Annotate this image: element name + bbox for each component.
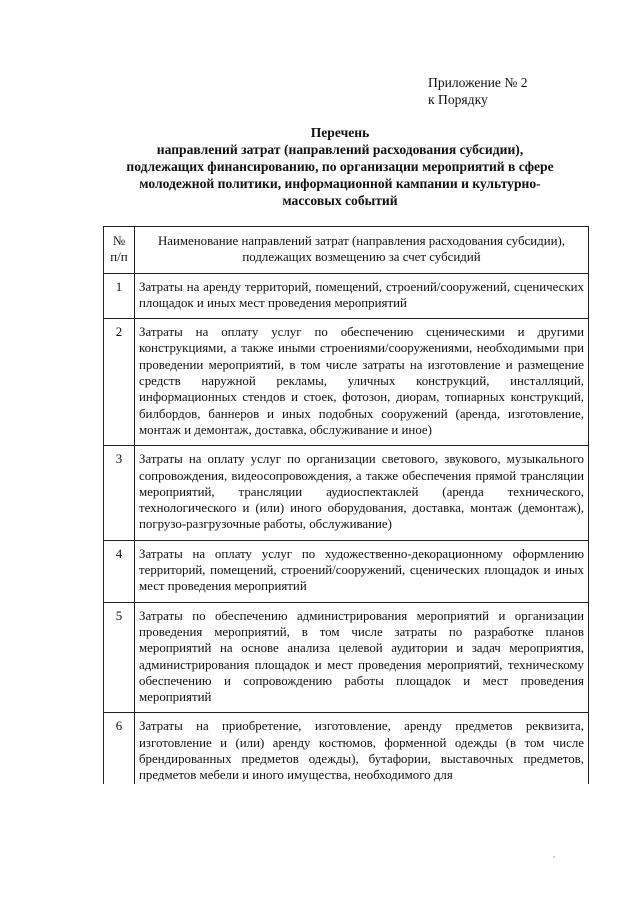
row-text: Затраты на оплату услуг по обеспечению сценическими и другими конструкциями, а также иными строениями/сооружениями, необходимыми при проведении мероприятий, в том числе затраты на изготовление и размещение средств наружной рекламы, уличных конструкций, инсталляций, информационных стендов и стоек, фотозон, диорам, топиарных конструкций, билбордов, баннеров и иных подобных сооружений (аренда, изготовление, монтаж и демонтаж, доставка, обслуживание и иное) (135, 319, 589, 446)
page-bottom-margin (0, 832, 640, 905)
row-number: 1 (104, 273, 135, 319)
row-text: Затраты на приобретение, изготовление, аренду предметов реквизита, изготовление и (или) аренду костюмов, форменной одежды (в том числе брендированных предметов одежды), бутафории, выставочных предметов, предметов мебели и иного имущества, необходимого для (135, 713, 589, 784)
appendix-reference (428, 74, 528, 108)
table-row (104, 540, 589, 602)
table-header-row (104, 227, 589, 274)
scan-speck (553, 856, 555, 858)
table-row (104, 713, 589, 784)
heading-line: подлежащих финансированию, по организации мероприятий в сфере (126, 159, 554, 174)
row-number: 2 (104, 319, 135, 446)
appendix-number: Приложение № 2 (428, 75, 528, 90)
heading-line: направлений затрат (направлений расходования субсидии), (156, 142, 524, 157)
heading-line: массовых событий (282, 193, 398, 208)
row-text: Затраты по обеспечению администрирования мероприятий и организации проведения мероприятий, в том числе затраты по разработке планов мероприятий на основе анализа целевой аудитории и задач мероприятия, администрирования площадок и мест проведения мероприятий, техническому обеспечению и сопровождению работы площадок и мест проведения мероприятий (135, 602, 589, 713)
column-header-name: Наименование направлений затрат (направления расходования субсидии), подлежащих возмещению за счет субсидий (135, 227, 589, 274)
row-number: 5 (104, 602, 135, 713)
appendix-order-reference: к Порядку (428, 92, 488, 107)
column-header-number: № п/п (104, 227, 135, 274)
row-number: 6 (104, 713, 135, 784)
row-text: Затраты на аренду территорий, помещений, строений/сооружений, сценических площадок и иных мест проведения мероприятий (135, 273, 589, 319)
table-row (104, 319, 589, 446)
document-heading (100, 124, 580, 209)
table-row (104, 446, 589, 540)
row-number: 3 (104, 446, 135, 540)
row-number: 4 (104, 540, 135, 602)
row-text: Затраты на оплату услуг по художественно-декорационному оформлению территорий, помещений, строений/сооружений, сценических площадок и иных мест проведения мероприятий (135, 540, 589, 602)
heading-title: Перечень (310, 125, 370, 140)
table-row (104, 273, 589, 319)
table-row (104, 602, 589, 713)
row-text: Затраты на оплату услуг по организации светового, звукового, музыкального сопровождения, видеосопровождения, а также обеспечения прямой трансляции мероприятий, трансляции аудиоспектаклей (аренда технического, технологического и (или) иного оборудования, доставка, монтаж (демонтаж), погрузо-разгрузочные работы, обслуживание) (135, 446, 589, 540)
expense-directions-table (103, 226, 589, 784)
heading-line: молодежной политики, информационной кампании и культурно- (139, 176, 541, 191)
